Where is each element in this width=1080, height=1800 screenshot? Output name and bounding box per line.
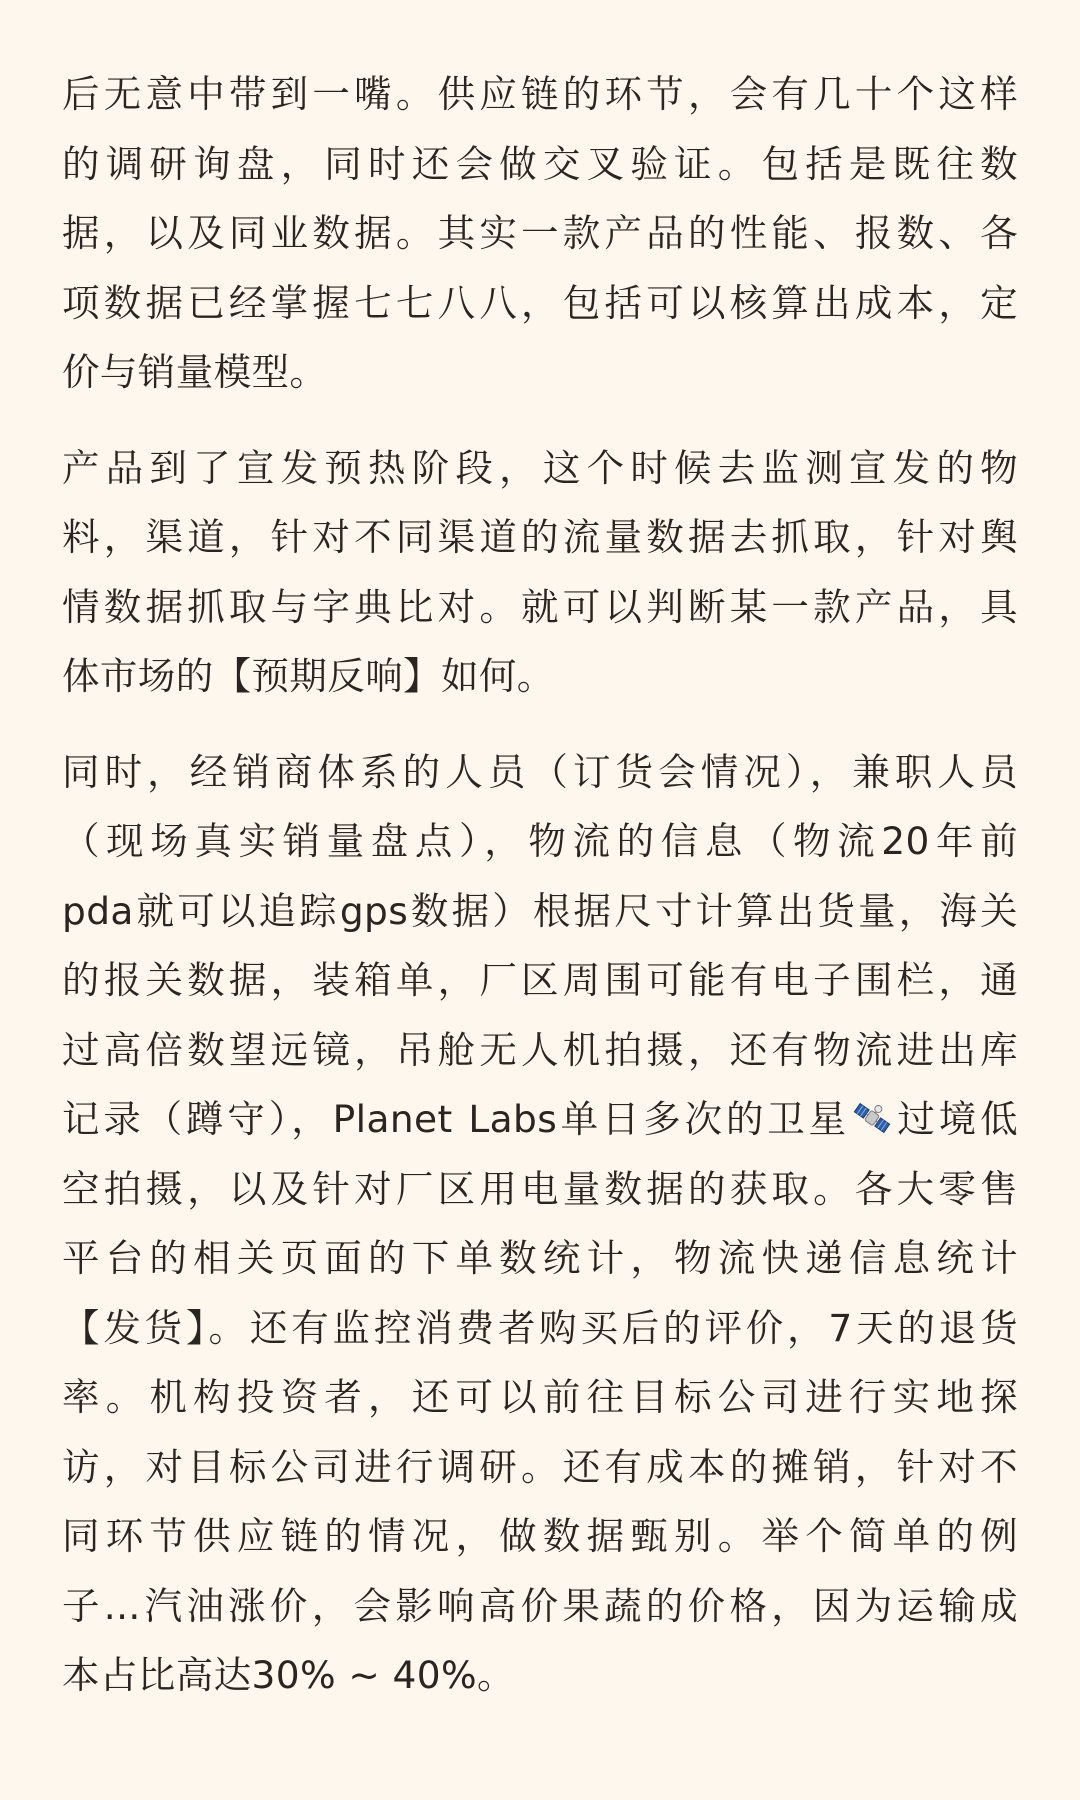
- paragraph-marketing-monitoring: [62, 434, 1018, 712]
- text-line: pda就可以追踪gps数据）根据尺寸计算出货量，海关: [62, 888, 1018, 933]
- text-line: 体市场的【预期反响】如何。: [62, 654, 555, 698]
- text-line: 平台的相关页面的下单数统计，物流快递信息统计: [62, 1236, 1018, 1280]
- text-line: 子...汽油涨价，会影响高价果蔬的价格，因为运输成: [62, 1583, 1018, 1628]
- text-line: 价与销量模型。: [62, 350, 328, 394]
- text-line: 同时，经销商体系的人员（订货会情况），兼职人员: [62, 749, 1018, 794]
- text-line: 同环节供应链的情况，做数据甄别。举个简单的例: [62, 1514, 1018, 1558]
- text-line: 过高倍数望远镜，吊舱无人机拍摄，还有物流进出库: [62, 1027, 1018, 1072]
- satellite-icon: [852, 1098, 892, 1138]
- text-line: 【发货】。还有监控消费者购买后的评价，7天的退货: [62, 1305, 1018, 1350]
- text-line: 本占比高达30% ~ 40%。: [62, 1653, 515, 1697]
- text-line: 空拍摄，以及针对厂区用电量数据的获取。各大零售: [62, 1166, 1018, 1211]
- text-line: 率。机构投资者，还可以前往目标公司进行实地探: [62, 1375, 1018, 1419]
- paragraph-supply-chain: [62, 60, 1018, 408]
- text-line: 访，对目标公司进行调研。还有成本的摊销，针对不: [62, 1444, 1018, 1489]
- satellite-line-before: 记录（蹲守），Planet Labs单日多次的卫星: [62, 1097, 850, 1141]
- text-line: 据，以及同业数据。其实一款产品的性能、报数、各: [62, 211, 1018, 255]
- satellite-line-after: 过境低: [893, 1097, 1019, 1141]
- text-line: 情数据抓取与字典比对。就可以判断某一款产品，具: [62, 584, 1018, 629]
- text-line-with-satellite: [62, 1085, 1018, 1155]
- paragraph-data-sources: [62, 738, 1018, 1711]
- text-line: （现场真实销量盘点），物流的信息（物流20年前: [62, 819, 1018, 863]
- text-line: 产品到了宣发预热阶段，这个时候去监测宣发的物: [62, 445, 1018, 490]
- text-line: 项数据已经掌握七七八八，包括可以核算出成本，定: [62, 280, 1018, 325]
- text-line: 的调研询盘，同时还会做交叉验证。包括是既往数: [62, 141, 1018, 186]
- text-line: 的报关数据，装箱单，厂区周围可能有电子围栏，通: [62, 958, 1018, 1002]
- text-line: 后无意中带到一嘴。供应链的环节，会有几十个这样: [62, 72, 1018, 116]
- text-line: 料，渠道，针对不同渠道的流量数据去抓取，针对舆: [62, 515, 1018, 559]
